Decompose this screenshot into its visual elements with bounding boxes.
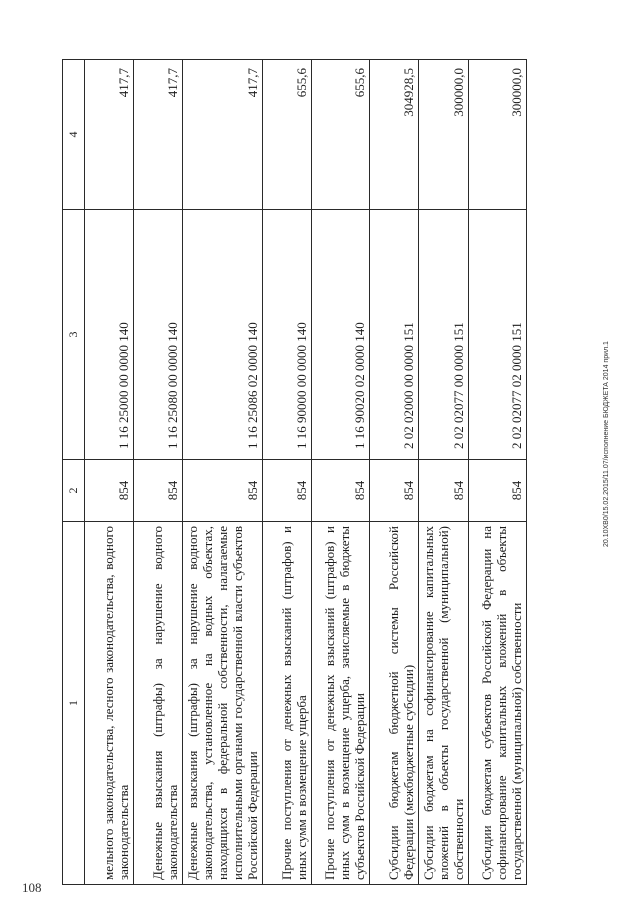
row-code: 854 [370,460,419,522]
row-sum: 417,7 [134,60,183,210]
row-kbk: 2 02 02077 02 0000 151 [469,210,527,460]
row-sum: 300000,0 [469,60,527,210]
row-kbk: 1 16 90000 00 0000 140 [263,210,312,460]
row-name: Прочие поступления от денежных взысканий (штрафов) и иных сумм в возмещение ущерба, зачисляемые в бюджеты субъектов Российской Федерации [312,522,370,885]
table-row [419,60,469,885]
row-code: 854 [263,460,312,522]
header-cell-2: 2 [63,460,85,522]
table-row [469,60,527,885]
row-name: мельного законодательства, лесного законодательства, водного законодательства [85,522,134,885]
row-sum: 655,6 [312,60,370,210]
table-row [183,60,263,885]
row-kbk: 1 16 25086 02 0000 140 [183,210,263,460]
footnote: 20.10XB0/15.02.2015/11.07/исполнение БЮДЖЕТА 2014 прил.1 [603,341,610,547]
budget-table [62,59,527,885]
row-kbk: 2 02 02000 00 0000 151 [370,210,419,460]
table-row [312,60,370,885]
row-code: 854 [134,460,183,522]
row-code: 854 [312,460,370,522]
row-code: 854 [469,460,527,522]
row-kbk: 1 16 25080 00 0000 140 [134,210,183,460]
row-sum: 304928,5 [370,60,419,210]
header-row [63,60,85,885]
row-name: Субсидии бюджетам субъектов Российской Федерации на софинансирование капитальных вложений в объекты государственной (муниципальной) собственности [469,522,527,885]
header-cell-4: 4 [63,60,85,210]
table-row [263,60,312,885]
row-kbk: 2 02 02077 00 0000 151 [419,210,469,460]
row-name: Прочие поступления от денежных взысканий (штрафов) и иных сумм в возмещение ущерба [263,522,312,885]
table-row [370,60,419,885]
row-code: 854 [183,460,263,522]
header-cell-3: 3 [63,210,85,460]
row-sum: 417,7 [85,60,134,210]
page-number: 108 [22,880,42,895]
row-code: 854 [85,460,134,522]
row-sum: 655,6 [263,60,312,210]
row-code: 854 [419,460,469,522]
row-kbk: 1 16 90020 02 0000 140 [312,210,370,460]
row-name: Денежные взыскания (штрафы) за нарушение водного законодательства [134,522,183,885]
header-cell-1: 1 [63,522,85,885]
row-kbk: 1 16 25000 00 0000 140 [85,210,134,460]
rotated-page [62,0,622,885]
row-name: Денежные взыскания (штрафы) за нарушение водного законодательства, установленное на водных объектах, находящихся в федеральной собственности, налагаемые исполнительными органами государственной власти субъектов Российской Федерации [183,522,263,885]
table-row [85,60,134,885]
row-sum: 300000,0 [419,60,469,210]
row-sum: 417,7 [183,60,263,210]
row-name: Субсидии бюджетам на софинансирование капитальных вложений в объекты государственной (муниципальной) собственности [419,522,469,885]
table-row [134,60,183,885]
row-name: Субсидии бюджетам бюджетной системы Российской Федерации (межбюджетные субсидии) [370,522,419,885]
